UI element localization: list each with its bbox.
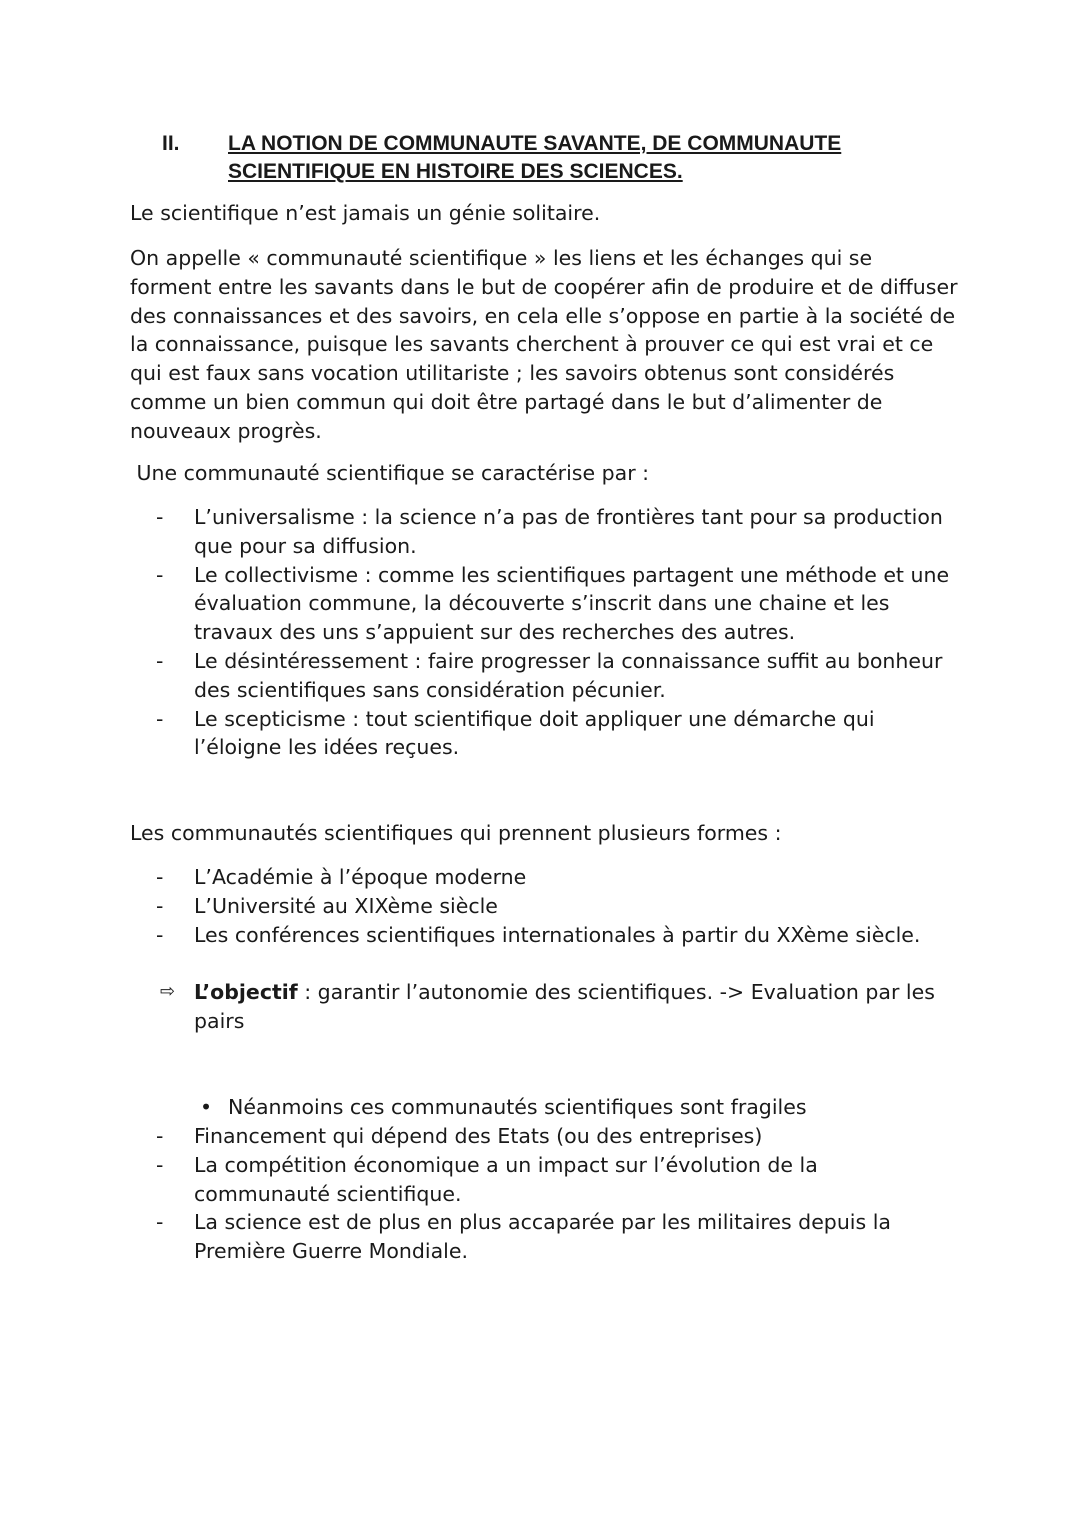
objective-text: : garantir l’autonomie des scientifiques. -> Evaluation par les pairs [194, 980, 935, 1033]
definition-paragraph: On appelle « communauté scientifique » les liens et les échanges qui se forment entre les savants dans le but de coopérer afin de produire et de diffuser des connaissances et des savoirs, en cela elle s’oppose en partie à la société de la connaissance, puisque les savants cherchent à prouver ce qui est vrai et ce qui est faux sans vocation utilitariste ; les savoirs obtenus sont considérés comme un bien commun qui doit être partagé dans le but d’alimenter de nouveaux progrès. [130, 246, 958, 443]
dash-marker: - [156, 505, 164, 529]
dash-marker: - [156, 1152, 164, 1177]
list-item: - Financement qui dépend des Etats (ou des entreprises) [150, 1122, 960, 1151]
dash-marker: - [156, 562, 164, 587]
dash-marker: - [156, 1210, 164, 1235]
dash-marker: - [156, 706, 164, 731]
dash-marker: - [156, 922, 164, 947]
section-title: LA NOTION DE COMMUNAUTE SAVANTE, DE COMMUNAUTE SCIENTIFIQUE EN HISTOIRE DES SCIENCES. [228, 132, 842, 183]
list-item: - Le scepticisme : tout scientifique doit appliquer une démarche qui l’éloigne les idées reçues. [156, 706, 875, 760]
forms-intro: Les communautés scientifiques qui prennent plusieurs formes : [130, 821, 782, 845]
list-item: - La compétition économique a un impact sur l’évolution de la communauté scientifique. [156, 1152, 818, 1206]
bullet-icon: • [200, 1095, 213, 1119]
objective-line [160, 978, 974, 1036]
section-number: II. [162, 132, 180, 155]
list-item: - Les conférences scientifiques internationales à partir du XXème siècle. [150, 921, 960, 950]
objective-label: L’objectif [194, 980, 298, 1004]
dash-marker: - [156, 1124, 164, 1148]
list-item: - Le désintéressement : faire progresser la connaissance suffit au bonheur des scientifiques sans considération pécunier. [156, 648, 943, 702]
arrow-icon: ⇨ [160, 981, 176, 1002]
fragility-intro: • Néanmoins ces communautés scientifiques sont fragiles [194, 1093, 807, 1122]
dash-marker: - [156, 648, 164, 673]
list-item: - Le collectivisme : comme les scientifiques partagent une méthode et une évaluation commune, la découverte s’inscrit dans une chaine et les travaux des uns s’appuient sur des recherches des autres. [156, 562, 950, 645]
characteristics-list [150, 503, 960, 762]
intro-paragraph: Le scientifique n’est jamais un génie solitaire. [130, 201, 601, 225]
characteristics-intro: Une communauté scientifique se caractérise par : [130, 461, 650, 485]
forms-list [150, 863, 960, 949]
list-item: - L’universalisme : la science n’a pas de frontières tant pour sa production que pour sa diffusion. [156, 505, 943, 558]
list-item: - La science est de plus en plus accaparée par les militaires depuis la Première Guerre Mondiale. [156, 1210, 891, 1264]
list-item: - L’Académie à l’époque moderne [150, 863, 960, 892]
dash-marker: - [156, 893, 164, 918]
fragility-list [150, 1122, 960, 1266]
list-item: - L’Université au XIXème siècle [150, 892, 960, 921]
dash-marker: - [156, 865, 164, 889]
